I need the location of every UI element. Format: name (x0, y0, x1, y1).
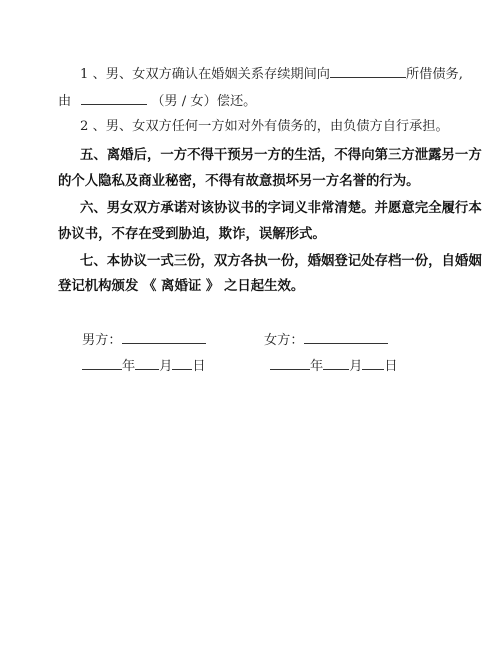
clause-1-repay-text: （男 / 女）偿还。 (151, 94, 257, 109)
male-month-label: 月 (159, 359, 173, 374)
clause-5-line-2: 的个人隐私及商业秘密，不得有故意损坏另一方名誉的行为。 (58, 173, 420, 189)
creditor-blank[interactable] (330, 64, 406, 78)
clause-2: 2 、男、女双方任何一方如对外有债务的，由负债方自行承担。 (80, 119, 449, 134)
female-day-blank[interactable] (362, 356, 384, 370)
male-year-blank[interactable] (82, 356, 122, 370)
male-year-label: 年 (122, 359, 136, 374)
female-month-label: 月 (349, 359, 363, 374)
male-signature-label: 男方： (82, 333, 122, 348)
clause-6-line-2: 协议书，不存在受到胁迫，欺诈，误解形式。 (58, 226, 326, 242)
male-month-blank[interactable] (135, 356, 159, 370)
clause-7-line-1: 七、本协议一式三份，双方各执一份，婚姻登记处存档一份，自婚姻 (80, 253, 482, 269)
clause-1-line-2 (58, 91, 256, 111)
male-day-label: 日 (192, 359, 206, 374)
female-year-label: 年 (310, 359, 324, 374)
female-signature-label: 女方： (264, 333, 304, 348)
clause-5-line-1: 五、离婚后，一方不得干预另一方的生活，不得向第三方泄露另一方 (80, 147, 482, 163)
clause-1-text-end: 所借债务, (405, 67, 463, 82)
clause-1-text-start: 1 、男、女双方确认在婚姻关系存续期间向 (80, 67, 330, 82)
male-signature-blank[interactable] (122, 330, 206, 344)
male-day-blank[interactable] (172, 356, 192, 370)
female-day-label: 日 (384, 359, 398, 374)
clause-7-line-2: 登记机构颁发 《 离婚证 》 之日起生效。 (58, 278, 305, 294)
female-signature-blank[interactable] (304, 330, 388, 344)
repayer-blank[interactable] (81, 91, 147, 105)
female-signature (264, 330, 388, 350)
clause-1-repayer-label: 由 (58, 94, 72, 109)
clause-6-line-1: 六、男女双方承诺对该协议书的字词义非常清楚。并愿意完全履行本 (80, 200, 482, 216)
female-date (270, 356, 398, 376)
male-date (82, 356, 206, 376)
clause-1-line-1 (80, 64, 463, 84)
male-signature (82, 330, 206, 350)
female-year-blank[interactable] (270, 356, 310, 370)
female-month-blank[interactable] (323, 356, 349, 370)
